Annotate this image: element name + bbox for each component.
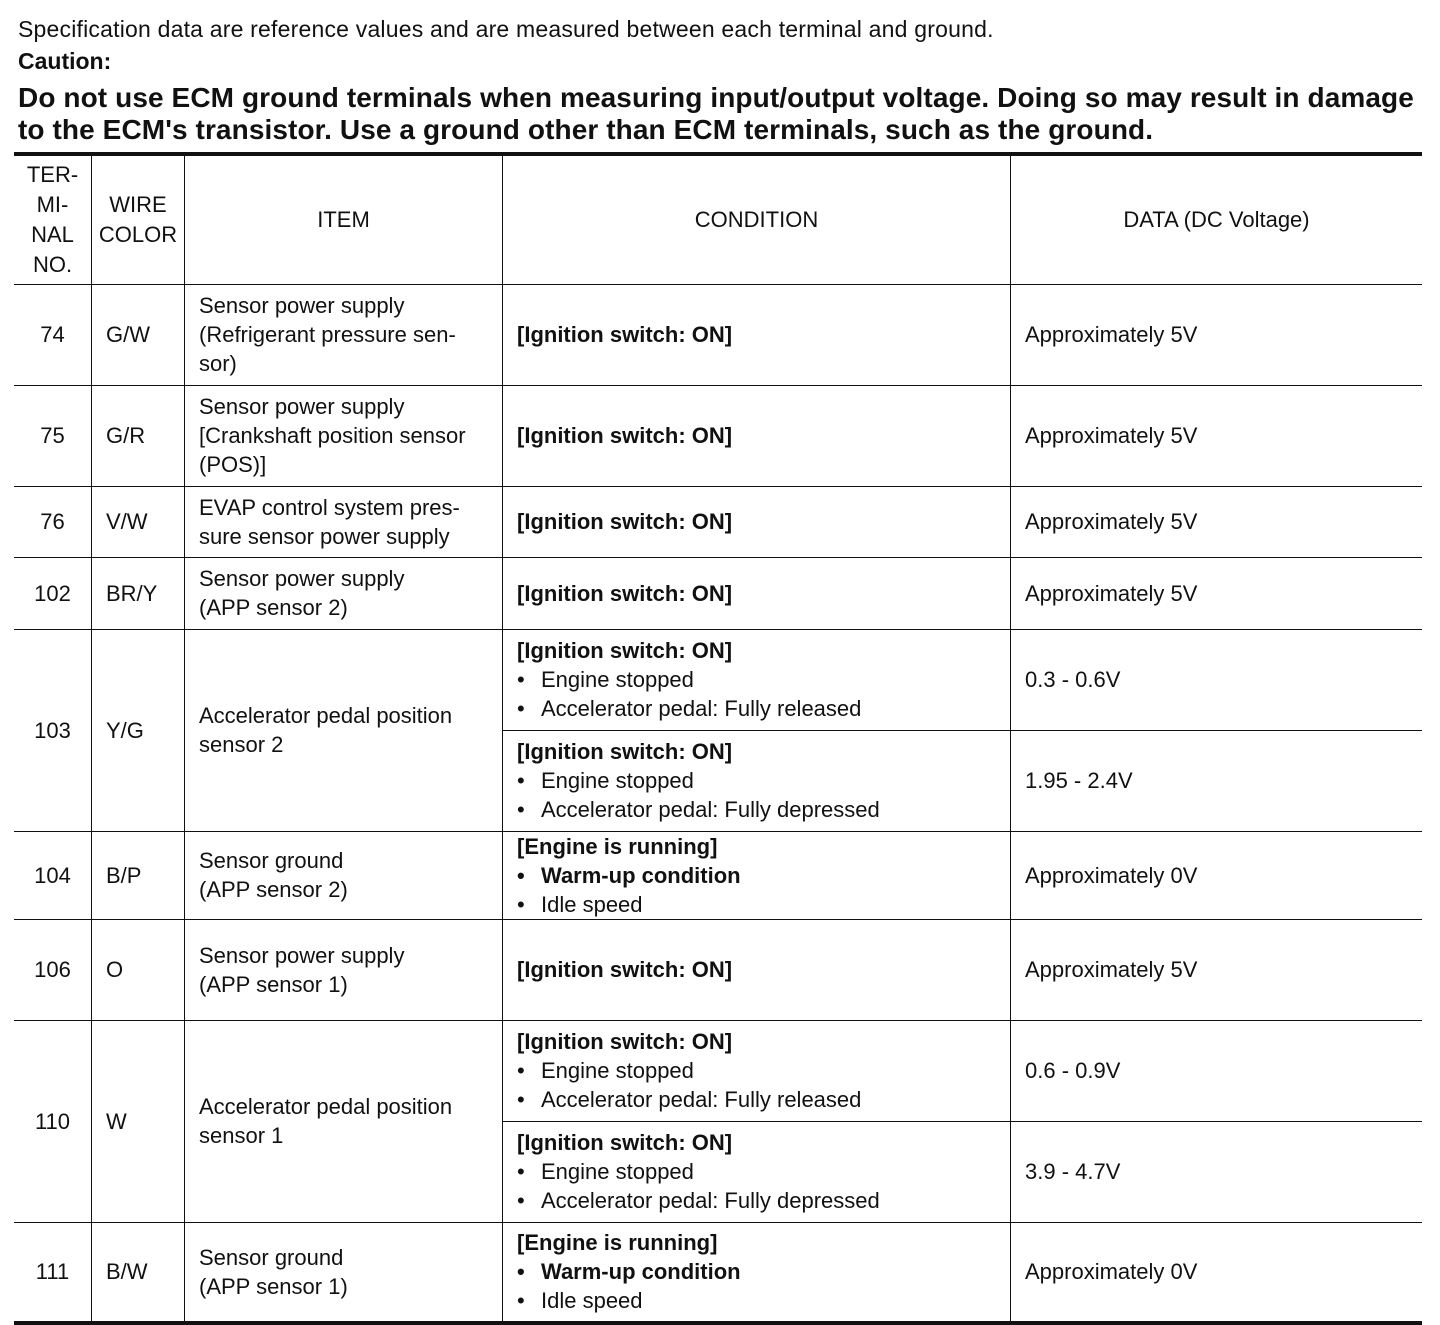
header-terminal-line: MI- xyxy=(36,191,69,217)
header-item: ITEM xyxy=(185,154,503,284)
wire-color: W xyxy=(92,1020,185,1222)
bullet-text: Warm-up condition xyxy=(541,862,741,888)
table-row xyxy=(14,831,1422,919)
data-value: Approximately 5V xyxy=(1011,557,1423,629)
condition xyxy=(503,1121,1011,1222)
table-row xyxy=(14,284,1422,385)
wire-color: G/R xyxy=(92,385,185,486)
terminal-number: 111 xyxy=(14,1222,92,1323)
bullet-text: Accelerator pedal: Fully released xyxy=(541,1087,862,1112)
terminal-number: 106 xyxy=(14,919,92,1020)
item-line: sure sensor power supply xyxy=(199,523,450,549)
header-wire-color xyxy=(92,154,185,284)
condition-bullet xyxy=(517,890,996,919)
item-description xyxy=(185,919,503,1020)
bullet-icon: • xyxy=(517,667,525,692)
data-value: Approximately 5V xyxy=(1011,385,1423,486)
terminal-number: 75 xyxy=(14,385,92,486)
bullet-text: Accelerator pedal: Fully released xyxy=(541,696,862,721)
wire-color: B/P xyxy=(92,831,185,919)
table-row xyxy=(14,385,1422,486)
condition-heading: [Engine is running] xyxy=(517,1230,718,1256)
header-condition: CONDITION xyxy=(503,154,1011,284)
condition-bullet xyxy=(517,665,996,694)
caution-label: Caution: xyxy=(18,48,112,74)
wire-color: V/W xyxy=(92,486,185,557)
bullet-text: Idle speed xyxy=(541,891,643,917)
bullet-icon: • xyxy=(517,797,525,822)
item-description xyxy=(185,557,503,629)
table-header-row xyxy=(14,154,1422,284)
condition-bullet xyxy=(517,1085,996,1114)
bullet-icon: • xyxy=(517,696,525,721)
wire-color: BR/Y xyxy=(92,557,185,629)
bullet-text: Engine stopped xyxy=(541,1159,694,1184)
item-line: Sensor power supply xyxy=(199,942,405,968)
wire-color: B/W xyxy=(92,1222,185,1323)
condition-heading: [Ignition switch: ON] xyxy=(517,509,733,534)
table-row xyxy=(14,557,1422,629)
condition-bullet xyxy=(517,766,996,795)
item-description xyxy=(185,486,503,557)
item-line: Sensor power supply xyxy=(199,566,405,591)
bullet-text: Idle speed xyxy=(541,1288,643,1314)
bullet-text: Accelerator pedal: Fully depressed xyxy=(541,1188,880,1213)
condition-heading: [Ignition switch: ON] xyxy=(517,580,733,606)
table-row xyxy=(14,919,1422,1020)
condition-bullet xyxy=(517,1056,996,1085)
item-line: Sensor power supply xyxy=(199,394,405,419)
item-description xyxy=(185,284,503,385)
data-value: Approximately 0V xyxy=(1011,1222,1423,1323)
bullet-text: Engine stopped xyxy=(541,1058,694,1083)
bullet-icon: • xyxy=(517,768,525,793)
condition-heading: [Ignition switch: ON] xyxy=(517,1029,733,1054)
table-row xyxy=(14,486,1422,557)
condition xyxy=(503,486,1011,557)
bullet-icon: • xyxy=(517,1087,525,1112)
item-line: Sensor ground xyxy=(199,1244,344,1270)
item-line: Accelerator pedal position xyxy=(199,703,453,728)
bullet-text: Accelerator pedal: Fully depressed xyxy=(541,797,880,822)
bullet-text: Engine stopped xyxy=(541,667,694,692)
bullet-icon: • xyxy=(517,1188,525,1213)
header-terminal-line: NO. xyxy=(32,251,73,277)
item-line: Sensor power supply xyxy=(199,293,405,318)
item-line: (APP sensor 2) xyxy=(199,877,348,902)
terminal-number: 76 xyxy=(14,486,92,557)
condition xyxy=(503,919,1011,1020)
item-line: (APP sensor 2) xyxy=(199,595,348,620)
data-value: 0.3 - 0.6V xyxy=(1011,629,1423,730)
condition-bullet xyxy=(517,1157,996,1186)
item-line: Accelerator pedal position xyxy=(199,1094,453,1119)
intro-text: Specification data are reference values and are measured between each terminal and ground. xyxy=(18,16,994,42)
condition xyxy=(503,629,1011,730)
table-row xyxy=(14,1020,1422,1121)
bullet-icon: • xyxy=(517,891,525,917)
item-description xyxy=(185,1222,503,1323)
condition-bullet xyxy=(517,1257,996,1286)
data-value: Approximately 5V xyxy=(1011,284,1423,385)
bullet-icon: • xyxy=(517,1159,525,1184)
condition xyxy=(503,831,1011,919)
condition-bullet xyxy=(517,694,996,723)
data-value: Approximately 0V xyxy=(1011,831,1423,919)
header-terminal-no xyxy=(14,154,92,284)
item-line: sor) xyxy=(199,351,237,376)
bullet-text: Engine stopped xyxy=(541,768,694,793)
wire-color: G/W xyxy=(92,284,185,385)
condition-heading: [Ignition switch: ON] xyxy=(517,322,733,347)
item-line: (APP sensor 1) xyxy=(199,971,348,997)
condition xyxy=(503,1222,1011,1323)
table-row xyxy=(14,629,1422,730)
header-data: DATA (DC Voltage) xyxy=(1011,154,1423,284)
item-line: sensor 1 xyxy=(199,1123,284,1148)
condition-bullet xyxy=(517,861,996,890)
header-wire-line: WIRE xyxy=(109,191,167,217)
terminal-number: 110 xyxy=(14,1020,92,1222)
condition-heading: [Ignition switch: ON] xyxy=(517,1130,733,1155)
data-value: 1.95 - 2.4V xyxy=(1011,730,1423,831)
item-line: sensor 2 xyxy=(199,732,284,757)
condition-heading: [Ignition switch: ON] xyxy=(517,638,733,663)
condition xyxy=(503,1020,1011,1121)
condition xyxy=(503,385,1011,486)
bullet-icon: • xyxy=(517,1288,525,1314)
caution-text: Do not use ECM ground terminals when measuring input/output voltage. Doing so may result in damage to the ECM's transistor. Use a ground other than ECM terminals, such as the ground. xyxy=(18,82,1414,145)
condition-heading: [Ignition switch: ON] xyxy=(517,957,733,982)
bullet-text: Warm-up condition xyxy=(541,1259,741,1285)
condition xyxy=(503,557,1011,629)
bullet-icon: • xyxy=(517,862,525,888)
wire-color: Y/G xyxy=(92,629,185,831)
header-terminal-line: TER- xyxy=(26,161,79,187)
condition-heading: [Engine is running] xyxy=(517,833,718,859)
condition-bullet xyxy=(517,1186,996,1215)
header-wire-line: COLOR xyxy=(98,221,178,247)
table-row xyxy=(14,1222,1422,1323)
condition-bullet xyxy=(517,795,996,824)
bullet-icon: • xyxy=(517,1259,525,1285)
terminal-spec-table xyxy=(14,152,1422,1325)
item-description xyxy=(185,385,503,486)
condition-heading: [Ignition switch: ON] xyxy=(517,739,733,764)
terminal-number: 74 xyxy=(14,284,92,385)
terminal-number: 102 xyxy=(14,557,92,629)
data-value: 3.9 - 4.7V xyxy=(1011,1121,1423,1222)
wire-color: O xyxy=(92,919,185,1020)
header-terminal-line: NAL xyxy=(31,221,74,247)
item-line: EVAP control system pres- xyxy=(199,494,460,520)
condition-bullet xyxy=(517,1286,996,1315)
terminal-number: 103 xyxy=(14,629,92,831)
item-line: (APP sensor 1) xyxy=(199,1273,348,1299)
terminal-number: 104 xyxy=(14,831,92,919)
condition xyxy=(503,284,1011,385)
item-description xyxy=(185,831,503,919)
item-line: (Refrigerant pressure sen- xyxy=(199,322,456,347)
item-line: Sensor ground xyxy=(199,848,344,873)
condition xyxy=(503,730,1011,831)
data-value: Approximately 5V xyxy=(1011,486,1423,557)
item-line: [Crankshaft position sensor xyxy=(199,423,466,448)
item-description xyxy=(185,1020,503,1222)
bullet-icon: • xyxy=(517,1058,525,1083)
data-value: 0.6 - 0.9V xyxy=(1011,1020,1423,1121)
condition-heading: [Ignition switch: ON] xyxy=(517,423,733,448)
item-description xyxy=(185,629,503,831)
table-body xyxy=(14,284,1422,1323)
item-line: (POS)] xyxy=(199,452,267,477)
data-value: Approximately 5V xyxy=(1011,919,1423,1020)
